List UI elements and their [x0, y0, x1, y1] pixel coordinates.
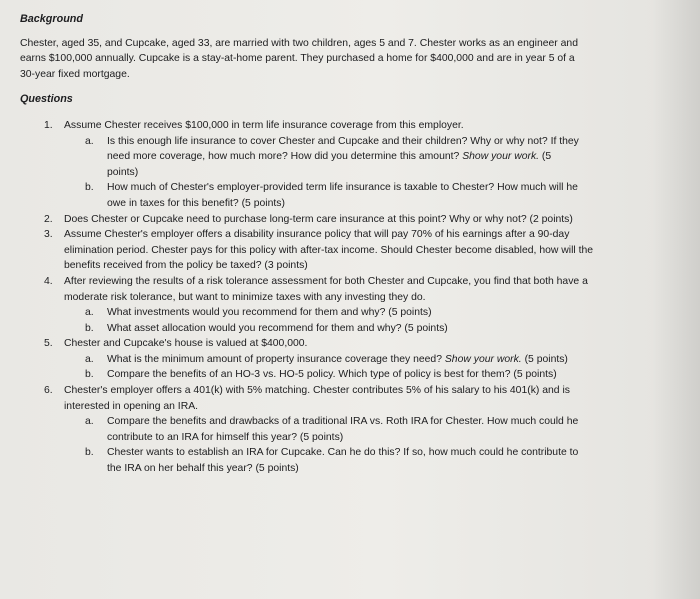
question-number: 4.	[44, 275, 53, 287]
question-item	[20, 336, 602, 383]
questions-list	[20, 118, 660, 477]
question-text: Chester and Cupcake's house is valued at $400,000.	[64, 338, 308, 350]
subquestion-text: Is this enough life insurance to cover Chester and Cupcake and their children? Why or why not? If they need more coverage, how much more? How did you determine this amount?	[107, 135, 579, 163]
subquestion-points: (5 points)	[524, 353, 568, 365]
subquestion-instruction: Show your work.	[462, 151, 540, 163]
subquestion-item	[85, 321, 581, 337]
question-number: 1.	[44, 119, 53, 131]
background-heading: Background	[20, 13, 83, 25]
question-item	[20, 118, 602, 212]
subquestion-points: (5 points)	[107, 151, 552, 178]
question-text: After reviewing the results of a risk tolerance assessment for both Chester and Cupcake, you find that both have a moderate risk tolerance, but want to minimize taxes with any investing they do.	[64, 275, 588, 303]
questions-heading: Questions	[20, 93, 73, 106]
subquestion-item	[85, 352, 581, 368]
subquestion-text: How much of Chester's employer-provided term life insurance is taxable to Chester? How much will he owe in taxes for this benefit?	[107, 182, 578, 209]
subquestion-letter: a.	[85, 353, 94, 365]
question-number: 6.	[44, 385, 53, 397]
subquestion-text: Compare the benefits of an HO-3 vs. HO-5 policy. Which type of policy is best for them?	[107, 369, 511, 381]
subquestion-instruction: Show your work.	[444, 353, 522, 365]
subquestion-points: (5 points)	[255, 463, 299, 475]
page-shadow	[652, 0, 700, 599]
subquestion-text: Chester wants to establish an IRA for Cupcake. Can he do this? If so, how much could he contribute to the IRA on her behalf this year?	[107, 447, 579, 475]
subquestion-letter: a.	[85, 307, 94, 319]
subquestion-letter: b.	[85, 369, 94, 381]
subquestion-item	[85, 445, 581, 476]
subquestion-item	[85, 414, 581, 445]
question-item	[20, 274, 602, 336]
subquestion-letter: a.	[85, 416, 94, 428]
question-number: 3.	[44, 229, 53, 241]
question-item	[20, 212, 602, 228]
question-text: Assume Chester receives $100,000 in term life insurance coverage from this employer.	[64, 119, 464, 131]
subquestion-text: What is the minimum amount of property insurance coverage they need?	[107, 353, 442, 365]
subquestion-item	[85, 305, 581, 321]
subquestion-list	[64, 305, 602, 336]
subquestion-item	[85, 134, 581, 181]
subquestion-list	[64, 352, 602, 383]
question-text: Assume Chester's employer offers a disability insurance policy that will pay 70% of his earnings after a 90-day elimination period. Chester pays for this policy with after-tax income. Should Chester become disabled, how will the benefits received from the policy be taxed? (3 points)	[64, 229, 594, 272]
subquestion-letter: b.	[85, 182, 94, 194]
subquestion-text: Compare the benefits and drawbacks of a traditional IRA vs. Roth IRA for Chester. How much could he contribute to an IRA for himself this year?	[107, 416, 579, 443]
subquestion-points: (5 points)	[241, 197, 285, 209]
subquestion-letter: b.	[85, 322, 94, 334]
subquestion-points: (5 points)	[299, 431, 344, 443]
subquestion-text: What investments would you recommend for them and why? (5 points)	[107, 307, 432, 319]
question-number: 2.	[44, 213, 53, 225]
subquestion-letter: a.	[85, 135, 94, 147]
background-text: Chester, aged 35, and Cupcake, aged 33, are married with two children, ages 5 and 7. Chester works as an engineer and earns $100,000 annually. Cupcake is a stay-at-home parent. They purchased a home for $400,000 and are in year 5 of a 30-year fixed mortgage.	[20, 37, 578, 80]
question-number: 5.	[44, 338, 53, 350]
subquestion-text: What asset allocation would you recommend for them and why? (5 points)	[107, 322, 448, 334]
question-item	[20, 227, 602, 274]
subquestion-item	[85, 180, 581, 211]
subquestion-list	[64, 414, 602, 476]
subquestion-points: (5 points)	[513, 369, 557, 381]
subquestion-item	[85, 367, 581, 383]
question-item	[20, 383, 602, 477]
question-text: Chester's employer offers a 401(k) with 5% matching. Chester contributes 5% of his salary to his 401(k) and is interested in opening an IRA.	[64, 385, 570, 412]
subquestion-list	[64, 134, 602, 212]
question-text: Does Chester or Cupcake need to purchase long-term care insurance at this point? Why or why not? (2 points)	[64, 213, 573, 225]
subquestion-letter: b.	[85, 447, 94, 459]
